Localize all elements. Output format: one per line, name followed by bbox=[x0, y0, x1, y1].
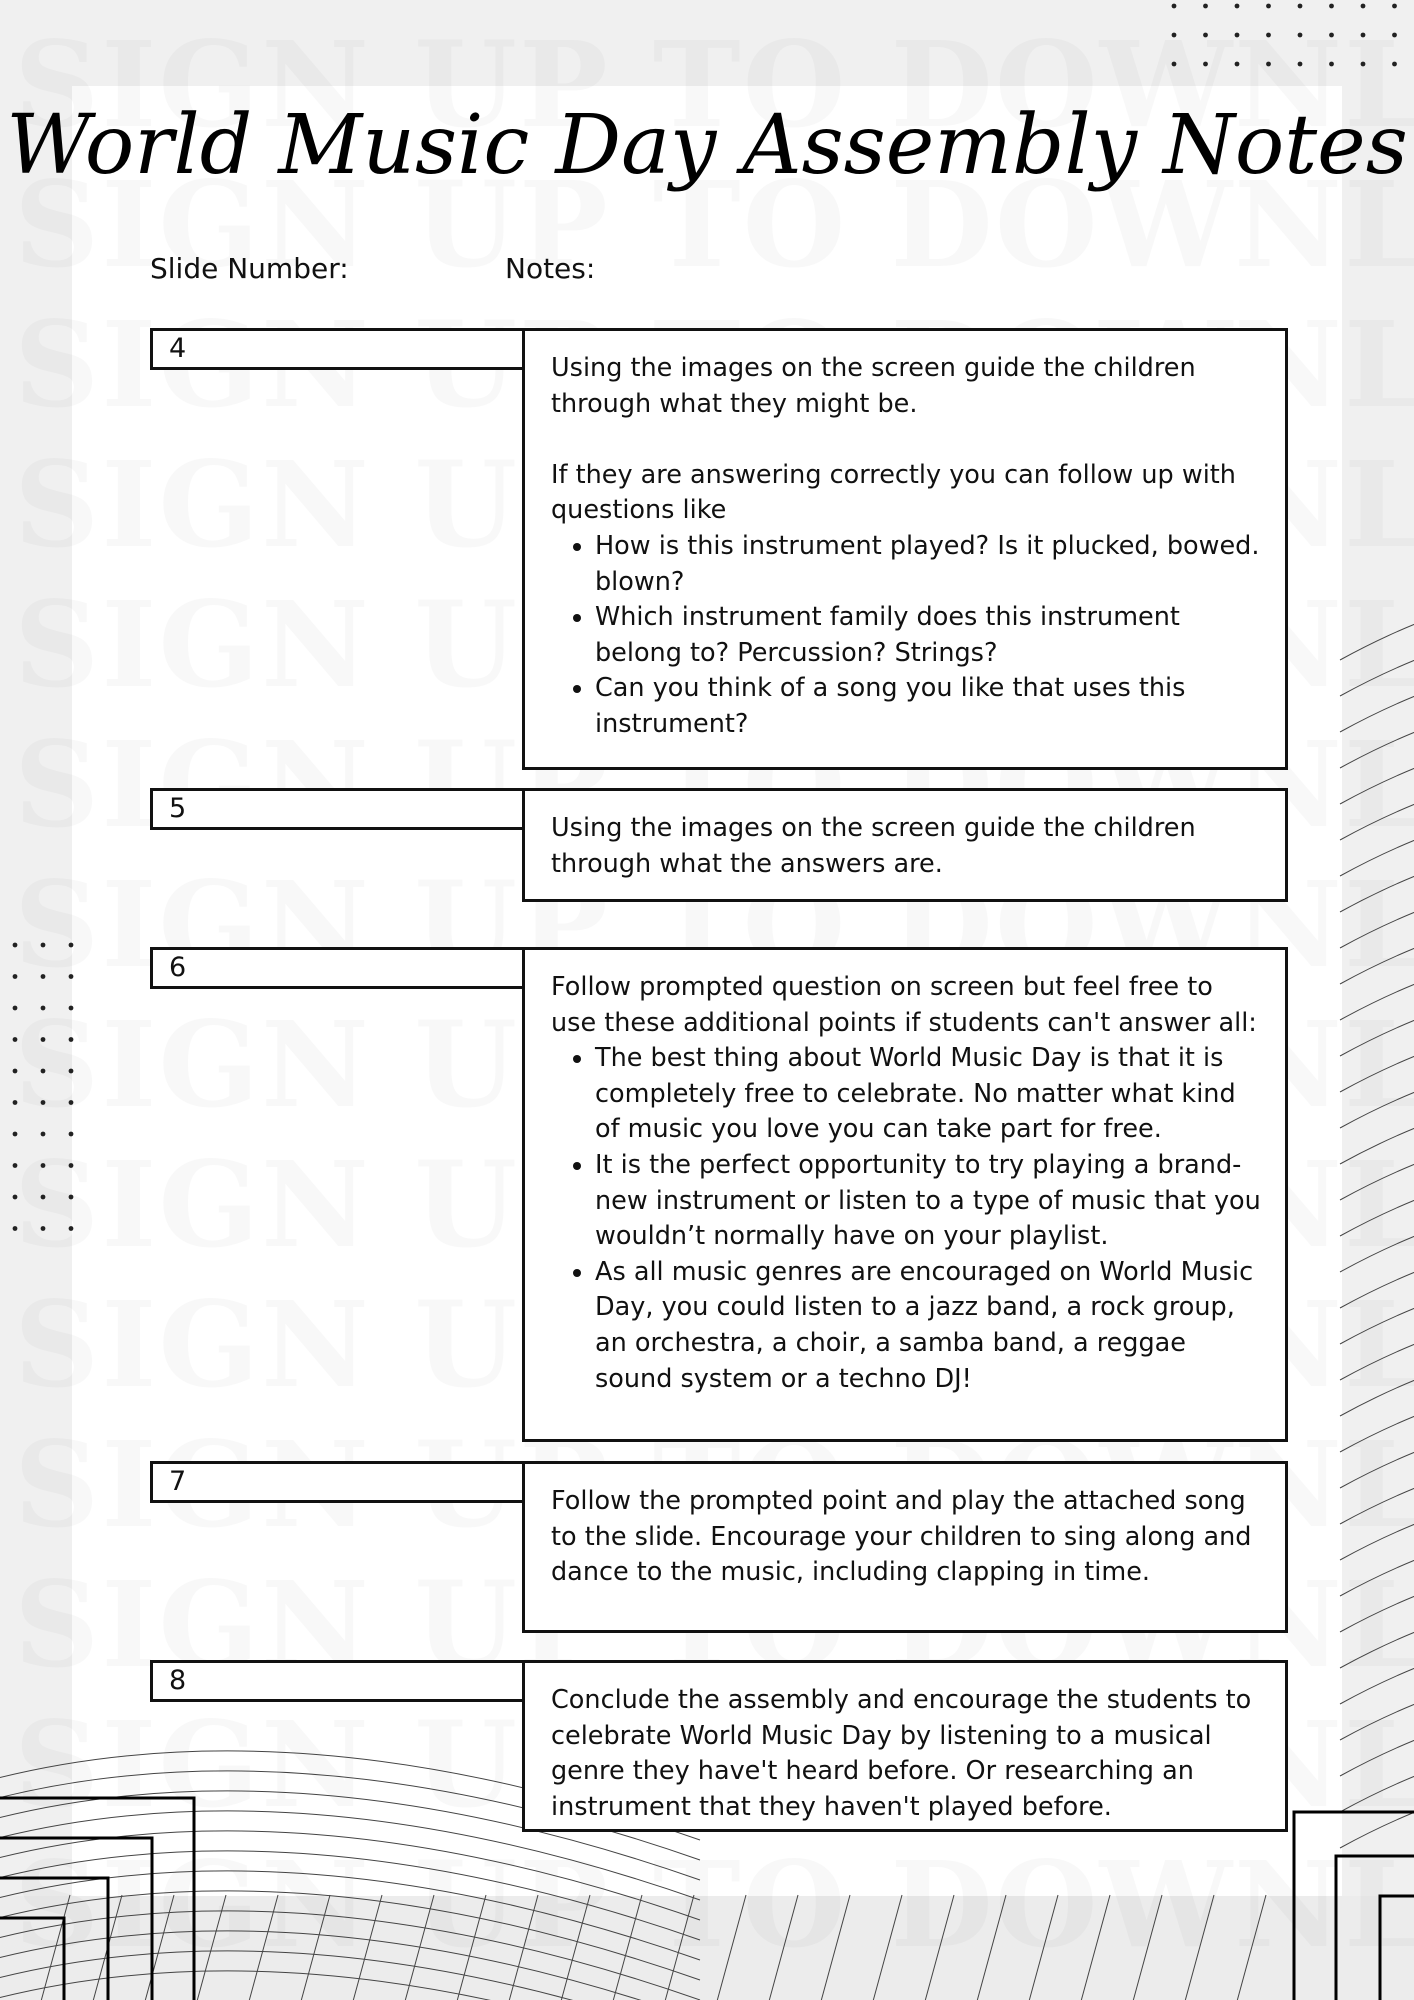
note-paragraph: Using the images on the screen guide the children through what the answers are. bbox=[551, 813, 1196, 879]
notes-box-5[interactable] bbox=[522, 788, 1288, 902]
note-bullet: • The best thing about World Music Day is that it is completely free to celebrate. No matter what kind of music you love you can take part for free. bbox=[595, 1041, 1261, 1148]
page-title: World Music Day Assembly Notes bbox=[6, 98, 1408, 193]
dot-grid-top-right bbox=[1172, 4, 1397, 67]
note-bullet: • Which instrument family does this instrument belong to? Percussion? Strings? bbox=[595, 600, 1261, 671]
note-paragraph: Using the images on the screen guide the children through what they might be. bbox=[551, 353, 1196, 419]
slide-number-field-7[interactable]: 7 bbox=[150, 1461, 526, 1503]
notes-box-8[interactable] bbox=[522, 1660, 1288, 1832]
slide-number-field-4[interactable]: 4 bbox=[150, 328, 526, 370]
notes-header: Notes: bbox=[505, 252, 596, 285]
note-paragraph: If they are answering correctly you can follow up with questions like bbox=[551, 459, 1236, 526]
note-bullet: • How is this instrument played? Is it plucked, bowed. blown? bbox=[595, 529, 1261, 600]
slide-number-field-5[interactable]: 5 bbox=[150, 788, 526, 830]
note-paragraph: Follow the prompted point and play the attached song to the slide. Encourage your children to sing along and dance to the music, including clapping in time. bbox=[551, 1486, 1252, 1588]
slide-number-field-8[interactable]: 8 bbox=[150, 1660, 526, 1702]
note-bullet-list bbox=[551, 529, 1261, 743]
wave-lines-right bbox=[1340, 622, 1414, 1848]
note-paragraph: Conclude the assembly and encourage the students to celebrate World Music Day by listening to a musical genre they have't heard before. Or researching an instrument that they haven't played before. bbox=[551, 1685, 1252, 1822]
note-bullet: • Can you think of a song you like that uses this instrument? bbox=[595, 671, 1261, 742]
note-bullet: • It is the perfect opportunity to try playing a brand-new instrument or listen to a type of music that you wouldn’t normally have on your playlist. bbox=[595, 1148, 1261, 1255]
slide-number-field-6[interactable]: 6 bbox=[150, 947, 526, 989]
note-paragraph: Follow prompted question on screen but feel free to use these additional points if students can't answer all: bbox=[551, 972, 1257, 1038]
note-bullet: • As all music genres are encouraged on World Music Day, you could listen to a jazz band, a rock group, an orchestra, a choir, a samba band, a reggae sound system or a techno DJ! bbox=[595, 1255, 1261, 1397]
dot-grid-left bbox=[13, 943, 74, 1231]
slide-number-header: Slide Number: bbox=[150, 252, 349, 285]
note-bullet-list bbox=[551, 1041, 1261, 1397]
notes-box-7[interactable] bbox=[522, 1461, 1288, 1633]
notes-box-6[interactable] bbox=[522, 947, 1288, 1442]
notes-box-4[interactable] bbox=[522, 328, 1288, 770]
